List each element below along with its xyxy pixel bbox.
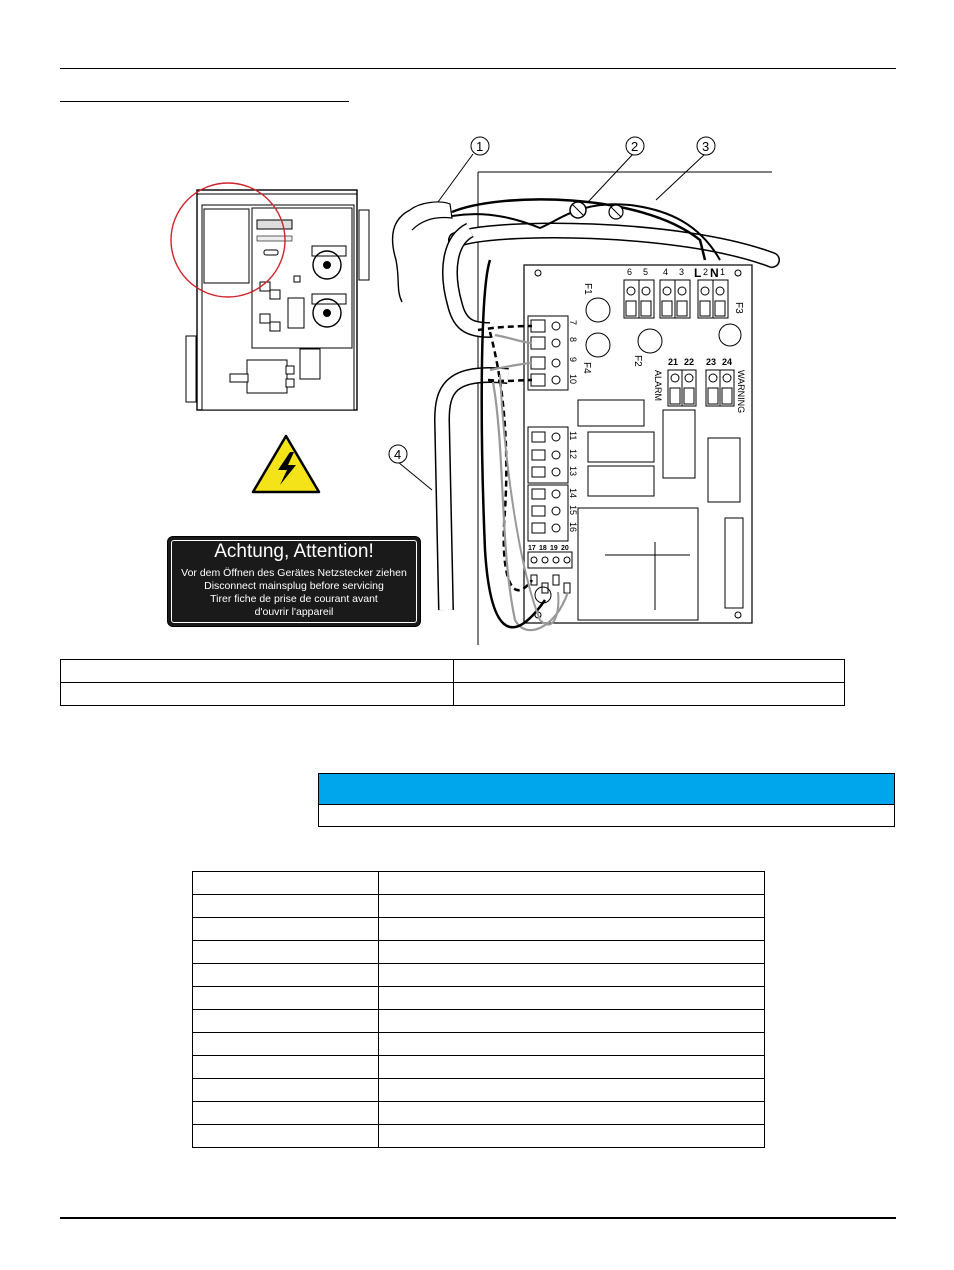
terminal-2: 2 [703,267,709,277]
table-row [193,872,765,895]
terminal-21: 21 [668,357,679,367]
terminal-22: 22 [684,357,695,367]
table-row [61,660,845,683]
wiring-diagram [393,154,772,645]
terminal-N: N [710,266,719,280]
callout-2: 2 [631,139,639,154]
caution-label [168,537,420,626]
terminal-17: 17 [528,545,536,552]
fuse-F2: F2 [632,355,643,367]
fuse-F3: F3 [733,302,744,314]
instrument-overview [171,183,369,410]
footer-rule [60,1217,896,1219]
terminal-12: 12 [568,449,578,460]
terminal-11: 11 [568,431,578,441]
callout-1: 1 [476,139,484,154]
table-row [193,1056,765,1079]
terminal-15: 15 [568,505,578,516]
terminal-7: 7 [568,320,578,326]
terminal-1: 1 [720,267,726,277]
terminal-L: L [694,266,702,280]
figure-legend-table [60,659,845,706]
terminal-9: 9 [568,357,578,363]
table-row [61,683,845,706]
table-row [193,987,765,1010]
terminal-16: 16 [568,522,578,533]
fuse-F4: F4 [581,362,592,374]
terminal-3: 3 [679,267,685,277]
table-row [193,1010,765,1033]
terminal-4: 4 [663,267,669,277]
fuse-F1: F1 [582,283,593,295]
note-header-bar [319,774,894,804]
table-row [193,964,765,987]
terminal-6: 6 [627,267,633,277]
callout-4: 4 [394,447,402,462]
terminal-10: 10 [568,374,578,385]
terminal-5: 5 [643,267,649,277]
caution-title: Achtung, Attention! [214,541,374,562]
electrical-hazard-icon [253,436,319,492]
terminal-18: 18 [539,545,547,552]
caution-line-3: Tirer fiche de prise de courant avant [210,593,378,605]
terminal-24: 24 [722,357,733,367]
terminal-20: 20 [561,545,569,552]
table-row [193,1102,765,1125]
terminal-14: 14 [568,488,578,499]
data-table [192,871,765,1148]
table-row [193,1079,765,1102]
terminal-23: 23 [706,357,717,367]
table-row [193,941,765,964]
header-rule [60,68,896,69]
table-row [193,1125,765,1148]
table-row [193,1033,765,1056]
caution-line-1: Vor dem Öffnen des Gerätes Netzstecker ziehen [181,567,407,579]
table-row [193,918,765,941]
terminal-8: 8 [568,337,578,343]
terminal-19: 19 [550,545,558,552]
note-box [318,773,895,827]
terminal-13: 13 [568,466,578,477]
alarm-label: ALARM [653,370,663,402]
callout-3: 3 [702,139,710,154]
warning-label: WARNING [736,370,746,414]
caution-line-4: d'ouvrir l'appareil [254,606,334,618]
section-underline [60,101,349,102]
table-row [193,895,765,918]
caution-line-2: Disconnect mainsplug before servicing [204,580,384,592]
